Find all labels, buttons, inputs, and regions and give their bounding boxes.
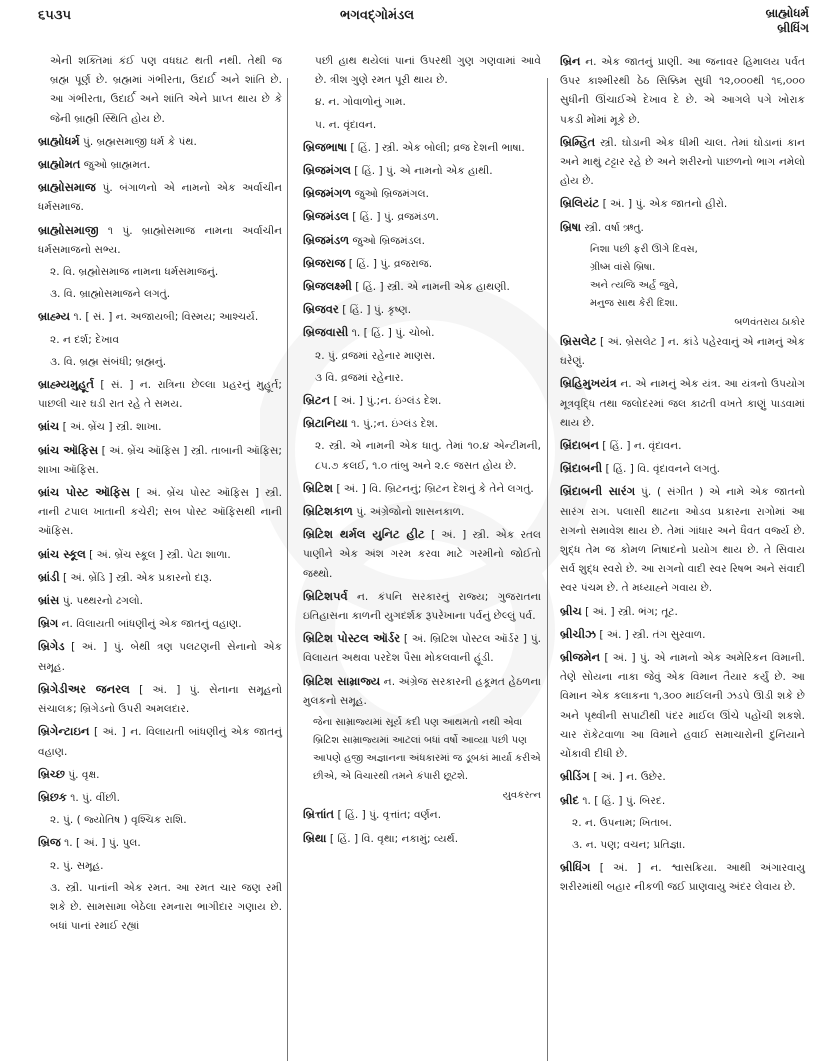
definition: [ અં. ] પું. સેનાના સમૂહનો સંચાલક; બ્રિગેડનો ઉપરી અમલદાર. [38,683,282,716]
dictionary-entry [560,332,805,371]
definition: જુઓ બ્રાહ્મમત. [83,159,151,172]
dictionary-entry [38,132,282,152]
headword: બ્રાંડી [38,569,60,584]
definition: ૧. પું. વીંછી. [70,791,120,804]
dictionary-entry [560,767,805,787]
headword: બ્રીદ [560,792,579,807]
guide-word-last: બ્રીધિંગ [777,21,809,35]
dictionary-entry [38,545,282,565]
dictionary-entry [303,479,541,499]
dictionary-entry [303,629,541,668]
headword: બ્રિટિશ [303,480,333,495]
headword: બ્રાંચ ઑફિસ [38,442,99,457]
dictionary-entry [560,648,805,764]
definition: [ હિં. ] સ્ત્રી. એ નામની એક હાથણી. [355,281,510,294]
headword: બ્રિટિશપર્વ [303,588,348,603]
headword: બ્રિગેન્ટાઇન [38,724,90,739]
quotation: જેના સામ્રાજ્યમાં સૂર્ય કદી પણ આથમતો નથી એવા બ્રિટિશ સામ્રાજ્યમાં આટલાં બધાં વર્ષો આવ્યા પછી પણ આપણે હજી અજ્ઞાનના અંધકારમાં જ ડૂબકાં માર્યા કરીએ છીએ, એ વિચારથી તમને કંપારી છૂટશે. [313,717,541,783]
headword: બ્રિષા [560,219,582,234]
headword: બ્રિગ [38,616,59,631]
definition: [ અં. બ્રેસલેટ ] ન. કાંડે પહેરવાનું એ નામનું એક ઘરેણું. [560,336,805,368]
verse-line: નિશા પછી ફરી ઊગે દિવસ, [590,243,698,255]
dictionary-entry [303,414,541,434]
definition: [ અં. ] ન. ઉછેર. [593,771,666,784]
definition: ૧ પું. બ્રાહ્મોસમાજ નામના અર્વાચીન ધર્મસમાજનો સભ્ય. [38,224,283,256]
definition: ન. કંપનિ સરકારનું રાજ્ય; ગુજરાતના ઇતિહાસના કાળની યુગદર્શક રૂપરેખાના પર્વનું છેલ્લું પર્વ. [303,590,542,623]
headword: બ્રિજમંગળ [303,186,352,201]
dictionary-entry [303,829,541,849]
definition: ન. અંગ્રેજ સરકારની હકૂમત હેઠળના મુલકનો સમૂહ. [303,675,542,707]
column-divider [287,78,288,1061]
headword: બ્રાંચ પોસ્ટ ઑફિસ [38,485,131,500]
sense: ૪. ન. ગોવાળોનું ગામ. [315,96,406,109]
headword: બ્રિંદાબન [560,438,599,453]
definition: [ હિં. ] પું. વૃત્તાંત; વર્ણન. [337,809,442,822]
headword: બ્રીડિંગ [560,769,590,784]
sense: ૨. સ્ત્રી. એ નામની એક ધાતુ. તેમાં ૧૦.૪ એન્ટીમની, ૮૫.૭ કલઈ, ૧.૦ તાંબુ અને ૨.૯ જસત હોય છે. [315,440,541,472]
dictionary-entry [38,833,282,853]
dictionary-entry [303,161,541,181]
definition: પું. વૃક્ષ. [68,768,100,781]
dictionary-entry [303,391,541,411]
sense: ૫. ન. વૃંદાવન. [315,118,377,131]
headword: બ્રિંદાબની [560,461,603,476]
definition: [ અં. ] વિ. બ્રિટનનું; બ્રિટન દેશનું કે તેને લગતું. [336,482,534,495]
column-left [38,52,282,939]
definition: પું. ( સંગીત ) એ નામે એક જાતનો સારંગ રાગ. પલાસી થાટના ઓડવ પ્રકારના રાગોમાં આ રાગનો સમાવેશ થાય છે. તેમાં ગાંધાર અને ધૈવત વર્જ્ય છે. શુદ્ધ તેમ જ કોમળ નિષાદનો પ્રયોગ થાય છે. તે સિવાય સર્વ શુદ્ધ સ્વરો છે. આ રાગનો વાદી સ્વર રિષભ અને સંવાદી સ્વર પંચમ છે. તે મધ્યાહ્ને ગવાય છે. [560,486,806,595]
dictionary-entry [560,625,805,645]
dictionary-entry [303,207,541,227]
column-right [560,52,805,901]
dictionary-entry [560,436,805,456]
definition: [ અં. ] ન. વિલાયતી બાંધણીનું એક જાતનું વહાણ. [38,726,282,758]
headword: બ્રિસલેટ [560,334,597,349]
guide-words [766,6,809,36]
definition: [ હિં. ] પું. કૃષ્ણ. [342,304,412,317]
sense: ૩. વિ. બ્રાહ્મોસમાજને લગતું. [50,288,171,301]
dictionary-entry [303,231,541,251]
column-divider [547,78,548,1061]
definition: ૧. [ સં. ] ન. અજાયબી; વિસ્મય; આશ્ચર્ય. [73,311,259,324]
headword: બ્રિટિશ સામ્રાજ્ય [303,673,381,688]
sense: ૨. પું. વ્રજમાં રહેનાર માણસ. [315,349,436,362]
headword: બ્રિગેડ [38,639,65,654]
dictionary-entry [303,254,541,274]
definition: [ હિં. ] પું. વ્રજરાજ. [348,257,433,270]
definition: [ હિં. ] વિ. વૃથા; નકામું; વ્યર્થ. [329,832,459,845]
definition: પું. પથ્થરનો ઢગલો. [62,595,143,608]
headword: બ્રિજલક્ષ્મી [303,279,352,294]
dictionary-entry [560,194,805,214]
dictionary-entry [303,277,541,297]
definition: [ અં. ] સ્ત્રી. ભંગ; તૂટ. [585,605,678,618]
dictionary-entry [38,417,282,437]
definition: [ અં. બ્રિટિશ પોસ્ટલ ઑર્ડર ] પું. વિલાયત અથવા પરદેશ પૈસા મોકલવાની હૂંડી. [303,633,541,665]
dictionary-entry [38,155,282,175]
definition: સ્ત્રી. ઘોડાની એક ધીમી ચાલ. તેમાં ઘોડાનાં કાન અને માથું ટટ્ટાર રહે છે અને શરીરનો પાછળનો ભાગ નમેલો હોય છે. [560,136,805,188]
sense: ૩. ન. પણ; વચન; પ્રતિજ્ઞા. [572,838,686,851]
dictionary-entry [38,788,282,808]
verse-line: મનુજ સાથ કેરી દિશા. [590,297,679,309]
headword: બ્રિત્તાંત [303,807,335,822]
dictionary-entry [38,568,282,588]
definition: ન. એ નામનું એક યંત્ર. આ યંત્રનો ઉપયોગ મૂત્રવૃદ્ધિ તથા જલોદરમાં જલ કાઢતી વખતે કાણું પાડવામાં થાય છે. [560,378,806,429]
headword: બ્રિજમંડળ [303,232,350,247]
headword: બ્રાહ્મ્યમુહૂર્ત [38,377,94,392]
dictionary-entry [303,525,541,584]
dictionary-entry [38,307,282,327]
dictionary-entry [303,52,541,90]
column-middle [303,52,541,852]
definition: ન. વિલાયતી બાંધણીનું એક જાતનું વહાણ. [61,618,242,631]
dictionary-entry [560,374,805,433]
dictionary-entry [38,375,282,414]
definition: [ અં. બ્રેંચ ઑફિસ ] સ્ત્રી. તાબાની ઑફિસ; શાખા ઑફિસ. [38,444,282,476]
headword: બ્રિમ્હિત [560,134,596,149]
dictionary-entry [38,637,282,676]
definition: [ અં. ] પું. એક જાતનો હીરો. [602,198,728,211]
definition: પું. બ્રહ્મસમાજી ધર્મ કે પંથ. [83,135,197,148]
dictionary-entry [560,482,805,598]
definition: ન. એક જાતનું પ્રાણી. આ જનાવર હિમાલય પર્વત ઉપર કાશ્મીરથી ઠેઠ સિક્કિમ સુધી ૧૨,૦૦૦થી ૧૬,૦૦૦ સુધીની ઊંચાઈએ દેખાવ દે છે. એ આગલે પગે ખોરાક પકડી મોંમાં મૂકે છે. [560,56,805,126]
definition: [ અં. ] પું.;ન. ઇંગ્લંડ દેશ. [333,395,442,408]
definition: [ અં. બ્રેંચ સ્કૂલ ] સ્ત્રી. પેટા શાળા. [89,548,231,561]
dictionary-entry [303,805,541,825]
running-title: ભગવદ્ગોમંડલ [340,8,415,23]
headword: બ્રિટિશ થર્મલ યુનિટ હીટ [303,527,425,542]
dictionary-entry [38,52,282,129]
headword: બ્રિજમંડલ [303,209,349,224]
headword: બ્રીજમેન [560,650,601,665]
dictionary-entry [38,765,282,785]
definition: ૧. [ હિં. ] પું. ચોબો. [351,327,435,340]
headword: બ્રિટિશ પોસ્ટલ ઑર્ડર [303,631,401,646]
headword: બ્રિછક [38,789,67,804]
definition: [ સં. ] ન. રાત્રિના છેલ્લા પ્રહરનું મુહૂર્ત; પાછલી ચાર ઘડી રાત રહે તે સમય. [38,379,282,411]
definition: પું. અંગ્રેજોનો શાસનકાળ. [356,506,465,519]
headword: બ્રીચ [560,603,582,618]
definition: જુઓ બ્રિજમંગલ. [354,188,429,201]
definition: સ્ત્રી. વર્ષા ઋતુ. [584,221,644,234]
headword: બ્રીચીઝ [560,626,596,641]
definition: [ હિં. ] સ્ત્રી. એક બોલી; વ્રજ દેશની ભાષા. [350,141,525,154]
headword: બ્રિહિમુખયંત્ર [560,376,617,391]
dictionary-entry [38,483,282,542]
quotation-attribution: યુવકરત્ન [502,790,541,802]
sense: ૨. ન દર્શ; દેખાવ [50,333,120,346]
dictionary-entry [560,459,805,479]
headword: બ્રાહ્મોસમાજ [38,180,96,195]
definition: [ અં. બ્રેંચ પોસ્ટ ઑફિસ ] સ્ત્રી. નાની ટપાલ ખાતાની કચેરી; સબ પોસ્ટ ઑફિસથી નાની ઑફિસ. [38,487,282,538]
sense: ૨. પું. ( જ્યોતિષ ) વૃશ્ચિક રાશિ. [50,814,187,827]
headword: બ્રિંદાબની સારંગ [560,484,636,499]
page-header [0,0,825,48]
definition: પું. બંગાળનો એ નામનો એક અર્વાચીન ધર્મસમાજ. [38,182,282,214]
definition: [ હિં. ] ન. વૃંદાવન. [602,440,682,453]
headword: બ્રાંસ [38,593,60,608]
sense: ૨. ન. ઉપનામ; ખિતાબ. [572,816,672,829]
dictionary-entry [560,791,805,811]
headword: બ્રિજવાસી [303,325,349,340]
definition: જુઓ બ્રિજમંડલ. [352,234,425,247]
dictionary-entry [560,218,805,238]
sense: ૩ વિ. વ્રજમાં રહેનાર. [315,371,404,384]
headword: બ્રિલિયંટ [560,196,600,211]
dictionary-entry [303,672,541,711]
verse-line: ગ્રીષ્મ વાંસે બ્રિષા. [590,261,656,273]
definition: [ અં. બ્રેંડિ ] સ્ત્રી. એક પ્રકારનો દારૂ. [63,571,213,584]
definition: એની શક્તિમાં કંઈ પણ વધઘટ થતી નથી. તેથી જ બ્રહ્મ પૂર્ણ છે. બ્રહ્મમાં ગંભીરતા, ઉદાર્ઈ અને શાંતિ છે. આ ગંભીરતા, ઉદાર્ઈ અને શાંતિ એને પ્રાપ્ત થાય છે કે જેની બ્રાહ્મી સ્થિતિ હોય છે. [50,55,282,125]
dictionary-entry [38,614,282,634]
headword: બ્રાંચ સ્કૂલ [38,546,86,561]
headword: બ્રિજમંગલ [303,163,351,178]
dictionary-columns [0,52,825,1057]
page-number: ૬૫૩૫ [38,8,72,23]
definition: [ અં. ] સ્ત્રી. એક રતલ પાણીને એક અંશ ગરમ કરવા માટે ગરમીનો જોઈતો જથ્થો. [303,529,541,580]
headword: બ્રાહ્મોધર્મ [38,133,80,148]
dictionary-entry [38,441,282,480]
headword: બ્રિટાનિયા [303,416,348,431]
verse-attribution: બળવંતરાય ઠાકોર [734,316,805,328]
dictionary-entry [560,602,805,622]
headword: બ્રિન [560,54,581,68]
definition: [ અં. બ્રેંચ ] સ્ત્રી. શાખા. [62,421,162,434]
definition: [ હિં. ] પું. એ નામનો એક હાથી. [354,165,493,178]
definition: [ હિં. ] પું. વ્રજમંડળ. [352,211,440,224]
headword: બ્રિજરાજ [303,255,346,270]
dictionary-entry [303,323,541,343]
headword: બ્રાહ્મોસમાજી [38,222,99,237]
verse-line: અને ત્યજિ અર્હં જુવે, [590,279,679,291]
sense: ૩. સ્ત્રી. પાનાંની એક રમત. આ રમત ચાર જણ રમી શકે છે. સામસામા બેઠેલા રમનારા ભાગીદાર ગણાય છે. બધાં પાનાં રમાઈ રહ્યાં [50,881,282,933]
headword: બ્રિજભાષા [303,139,347,154]
dictionary-entry [38,722,282,761]
definition: પછી હાથ થયેલાં પાનાં ઉપરથી ગુણ ગણવામાં આવે છે. ત્રીશ ગુણે રમત પૂરી થાય છે. [315,55,541,87]
sense: ૨. પું. સમૂહ. [50,859,104,872]
dictionary-entry [560,52,805,130]
dictionary-entry [303,184,541,204]
dictionary-entry [38,178,282,217]
headword: બ્રાંચ [38,419,60,434]
headword: બ્રાહ્મ્ય [38,309,71,324]
headword: બ્રિજવર [303,302,339,317]
definition: ૧. [ હિં. ] પું. બિરદ. [582,794,666,807]
definition: [ અં. ] ન. શ્વાસક્રિયા. આથી અંગારવાયુ શરીરમાંથી બહાર નીકળી જઈ પ્રાણવાયુ અંદર લેવાય છે. [560,862,805,894]
sense: ૨. વિ. બ્રહ્મોસમાજ નામના ધર્મસમાજનું. [50,266,219,279]
dictionary-entry [560,858,805,897]
guide-word-first: બ્રાહ્મોધર્મ [765,6,809,20]
definition: [ અં. ] સ્ત્રી. તંગ સુરવાળ. [599,628,706,641]
sense: ૩. વિ. બ્રહ્મ સંબંધી; બ્રહ્મનું. [50,355,167,368]
headword: બ્રાહ્મોમત [38,157,81,172]
dictionary-entry [38,680,282,719]
definition: [ અં. ] પું. એ નામનો એક અમેરિકન વિમાની. તેણે સોયના નાકા જેવું એક વિમાન તૈયાર કર્યું છે. આ વિમાન એક કલાકના ૧,૩૦૦ માઈલની ઝડપે ઊડી શકે છે અને પૃથ્વીની સપાટીથી પંદર માઈલ ઊંચે પહોંચી શકશે. ચાર રૉકેટવાળા આ વિમાને હવાઈ સમાચારોની દુનિયાને ચોંકાવી દીધી છે. [560,652,805,761]
headword: બ્રિગેડીઅર જનરલ [38,681,130,696]
dictionary-entry [303,138,541,158]
headword: બ્રિટિશકાળ [303,504,353,519]
headword: બ્રીધિંગ [560,860,591,875]
definition: ૧. પું.;ન. ઇંગ્લંડ દેશ. [351,418,439,431]
headword: બ્રિજ [38,835,61,850]
definition: [ અં. ] પું. બેથી ત્રણ પલટણની સેનાનો એક સમૂહ. [38,641,282,673]
dictionary-entry [303,300,541,320]
definition: [ હિં. ] વિ. વૃંદાવનને લગતું. [605,463,720,476]
dictionary-entry [303,502,541,522]
dictionary-entry [38,221,282,260]
dictionary-entry [303,587,541,626]
dictionary-entry [38,591,282,611]
dictionary-entry [560,133,805,192]
headword: બ્રિચ્છ [38,766,65,781]
definition: ૧. [ અં. ] પું. પુલ. [64,837,141,850]
headword: બ્રિથા [303,830,327,845]
headword: બ્રિટન [303,393,331,408]
